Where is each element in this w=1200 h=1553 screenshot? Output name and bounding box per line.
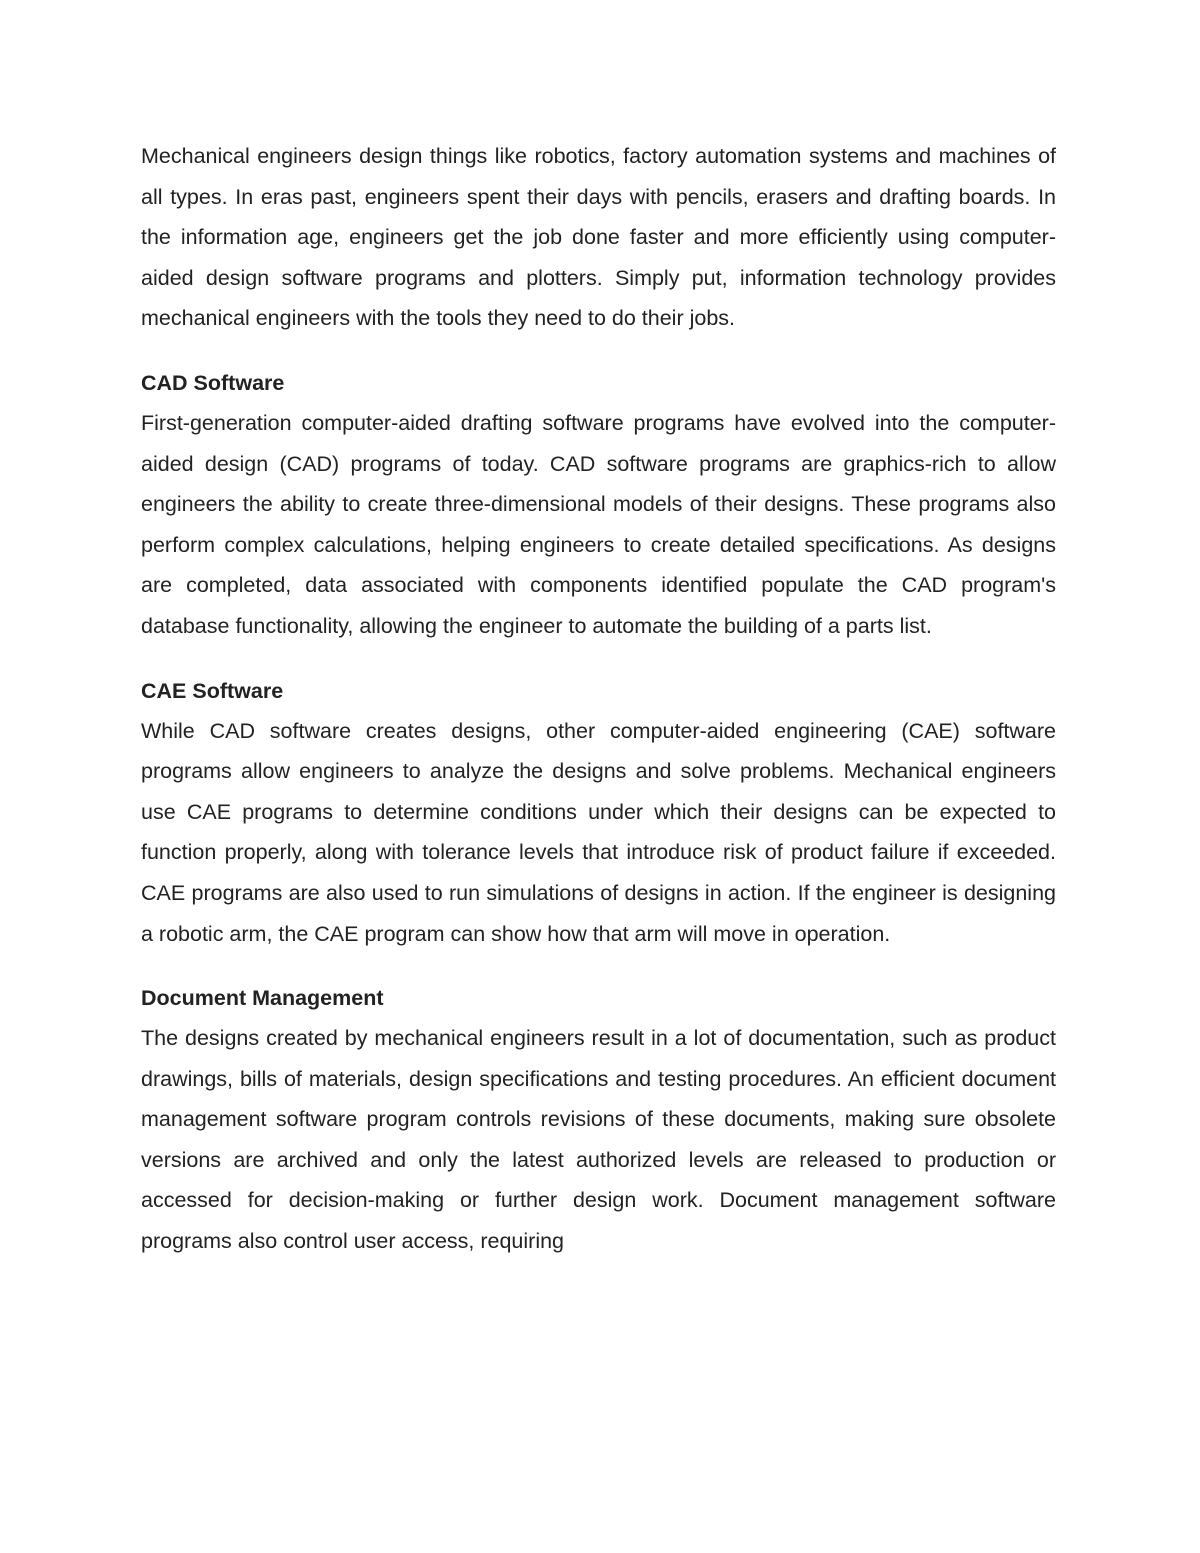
section-heading: CAD Software bbox=[141, 370, 285, 395]
section-heading: Document Management bbox=[141, 986, 384, 1011]
section-body: First-generation computer-aided drafting software programs have evolved into the computer-aided design (CAD) programs of today. CAD software programs are graphics-rich to allow engineers the ability to create three-dimensional models of their designs. These programs also perform complex calculations, helping engineers to create detailed specifications. As designs are completed, data associated with components identified populate the CAD program's database functionality, allowing the engineer to automate the building of a parts list. bbox=[141, 410, 1056, 638]
intro-paragraph: Mechanical engineers design things like robotics, factory automation systems and machines of all types. In eras past, engineers spent their days with pencils, erasers and drafting boards. In the information age, engineers get the job done faster and more efficiently using computer-aided design software programs and plotters. Simply put, information technology provides mechanical engineers with the tools they need to do their jobs. bbox=[141, 144, 1056, 331]
section-cad-software bbox=[141, 363, 1056, 647]
section-body: The designs created by mechanical engineers result in a lot of documentation, such as product drawings, bills of materials, design specifications and testing procedures. An efficient document management software program controls revisions of these documents, making sure obsolete versions are archived and only the latest authorized levels are released to production or accessed for decision-making or further design work. Document management software programs also control user access, requiring bbox=[141, 1026, 1056, 1254]
section-cae-software bbox=[141, 671, 1056, 955]
document-page bbox=[141, 136, 1056, 1262]
section-heading: CAE Software bbox=[141, 678, 284, 703]
section-body: While CAD software creates designs, other computer-aided engineering (CAE) software programs allow engineers to analyze the designs and solve problems. Mechanical engineers use CAE programs to determine conditions under which their designs can be expected to function properly, along with tolerance levels that introduce risk of product failure if exceeded. CAE programs are also used to run simulations of designs in action. If the engineer is designing a robotic arm, the CAE program can show how that arm will move in operation. bbox=[141, 718, 1056, 946]
section-document-management bbox=[141, 978, 1056, 1262]
